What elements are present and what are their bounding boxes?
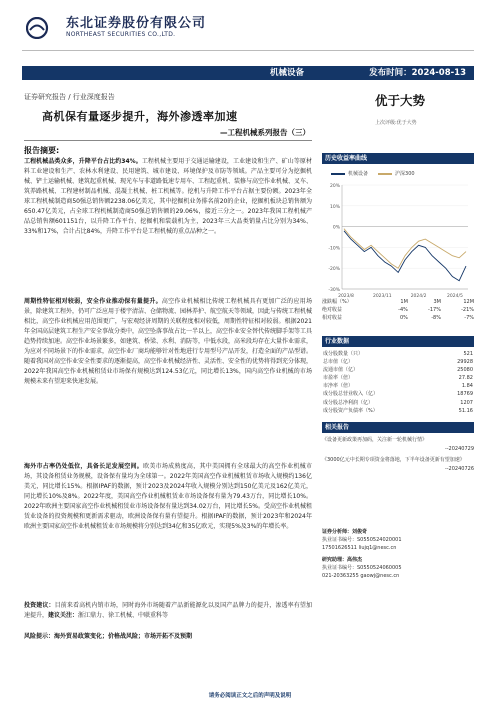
perf-cell: 0% (399, 315, 408, 321)
publish-date: 发布时间：2024-08-13 (369, 68, 466, 78)
industry-data-heading: 行业数据 (322, 336, 474, 347)
paragraph-lead: 投资建议： (24, 602, 55, 609)
paragraph-lead-2: 海外贸易政策变化；价格战风险；市场开拓不及预期 (54, 633, 193, 640)
industry-data-value: 25080 (457, 367, 473, 374)
perf-header-cell: 12M (463, 299, 475, 305)
paragraph-body: 目前来看高机内销市场，同时海外市场随着产品新能源化以及国产品牌力的提升，渗透率有望加速提升， (24, 602, 312, 619)
related-report-link[interactable]: 《3000亿元中长期专项资金将落地，下半年设备更新有望加速》 (322, 457, 465, 463)
perf-cell: 相对收益 (322, 315, 343, 321)
category-banner (22, 66, 474, 80)
paragraph-product-mix (24, 157, 312, 237)
perf-row-relative (322, 314, 474, 322)
analyst-panel (322, 528, 474, 580)
perf-cell: 绝对收益 (322, 307, 343, 313)
paragraph-body: 欧美市场成熟度高，其中美国拥有全球最大的高空作业机械市场，其设备租赁业务规模，设备保有量均为全球第一。2022年美国高空作业机械租赁市场收入规模约136亿美元，同比增长15%。根据IPAF的数据，预计2023及2024年收入规模分别达到150亿美元及162亿美元，同比增长10%及8%。2022年度，美国高空作业机械租赁业市场设备保有量为79.43万台，同比增长10%。2022年欧洲主要国家高空作业机械租赁业市场设备保有量达到34.02万台，同比增长5%。受高空作业机械租赁业设备的投资规模和更新需求驱动，欧洲设备保有量有望提升。根据IPAF的数据，预计2023年和2024年欧洲主要国家高空作业机械租赁业市场规模将分别达到34亿和35亿欧元，实现5%及3%的年增长率。 (24, 463, 312, 530)
perf-cell: -8% (431, 315, 441, 321)
analyst-contact: 17501626511 liujq1@nesc.cn (322, 545, 397, 551)
paragraph-cyclicality (24, 297, 312, 387)
y-tick-label: 10% (329, 204, 340, 210)
industry-data-row (322, 390, 474, 398)
chart-legend (322, 170, 474, 177)
paragraph-body-2: 浙江鼎力、徐工机械、中联重科等 (78, 612, 169, 619)
sidebar-chart-panel (322, 153, 474, 309)
x-tick-label: 2023/11 (372, 294, 392, 299)
perf-header-cell: 1M (400, 299, 408, 305)
performance-table (322, 298, 474, 322)
related-report-date: --20240729 (444, 446, 474, 452)
paragraph-lead: 风险提示： (24, 633, 55, 640)
industry-data-row (322, 366, 474, 374)
perf-cell: -21% (461, 307, 475, 313)
analyst-license: 执业证书编号：S0550524060005 (322, 565, 402, 571)
industry-data-value: 1.84 (461, 383, 473, 390)
y-tick-label: -20% (328, 267, 340, 273)
report-title: 高机保有量逐步提升，海外渗透率加速 (42, 110, 238, 123)
legend-label-machinery: 机械设备 (348, 171, 369, 177)
industry-data-row (322, 374, 474, 382)
analyst-name: 高伟杰 (347, 557, 363, 563)
x-tick-label: 2024/5 (447, 294, 463, 299)
paragraph-lead: 周期性特征相对较弱，安全作业推动保有量提升。 (24, 298, 162, 305)
industry-data-label: 流通市值（亿） (323, 367, 359, 374)
title-divider (24, 140, 312, 141)
analyst-license: 执业证书编号：S0550524020001 (322, 537, 402, 543)
chart-heading: 历史收益率曲线 (322, 153, 474, 164)
disclaimer-footer: 请务必阅读正文之后的声明及说明 (208, 693, 292, 699)
related-report-link[interactable]: 《设备更新政策再加码，关注新一轮机械行情》 (322, 437, 428, 443)
paragraph-lead-2: 建议关注： (48, 612, 79, 619)
paragraph-overseas (24, 462, 312, 532)
industry-data-row (322, 382, 474, 390)
perf-row-absolute (322, 306, 474, 314)
last-rating: 上次评级:优于大势 (375, 120, 417, 126)
industry-data-label: 总市值（亿） (323, 359, 354, 366)
paragraph-body: 工程机械主要用于交通运输建设，工业建设和生产、矿山等原材料工业建设和生产、农林水利建设、民用建筑、城市建设、环境保护及市防等领域。产品主要可分为挖掘机械、铲土运输机械、建筑起重机械、现光车与非道路低速专用车、工程起重机、装修与高空作业机械、叉车、筑养路机械、工程建材制品机械、混凝土机械、桩工机械等。挖机与升降工作平台占据主要份额。2023年全球工程机械制造商50强总销售额2238.06亿美元，其中挖掘机业务排名前20的企业，挖掘机板块总销售额为650.47亿美元，占全球工程机械制造商50强总销售额的29.06%，接近三分之一。2023年我国工程机械产品总销售额601151台，以升降工作平台、挖掘机和装载机为主，2023年三大品类销量占比分别为34%、33%和17%，合计占比84%，升降工作平台是工程机械的重点品种之一。 (24, 158, 313, 235)
industry-data-value: 18769 (457, 391, 473, 398)
logo-mark-icon (26, 17, 66, 39)
industry-data-row (322, 358, 474, 366)
x-tick-label: 2023/8 (338, 294, 354, 299)
paragraph-lead: 工程机械品类众多，升降平台占比约34%。 (24, 158, 142, 165)
y-tick-label: 20% (329, 184, 340, 189)
industry-data-value: 27.82 (458, 375, 473, 382)
industry-data-label: 市净率（倍） (323, 383, 354, 390)
summary-heading: 报告摘要: (24, 146, 60, 155)
analyst-entry (322, 528, 474, 552)
legend-swatch-csi300 (378, 173, 392, 175)
y-tick-label: -30% (328, 288, 340, 293)
industry-data-label: 成分股总净利润（亿） (323, 399, 374, 406)
company-name-cn: 东北证券股份有限公司 (66, 16, 207, 31)
industry-data-label: 成分股总营业收入（亿） (323, 391, 379, 398)
industry-data-label: 成分股数量（只） (323, 351, 364, 357)
analyst-entry (322, 556, 474, 580)
perf-header-cell: 3M (433, 299, 441, 305)
paragraph-investment (24, 601, 312, 621)
industry-data-row (322, 350, 474, 358)
industry-data-value: 1207 (460, 399, 473, 406)
y-tick-label: 0% (332, 225, 340, 231)
industry-data-value: 521 (463, 351, 473, 357)
analyst-role: 证券分析师： (322, 529, 353, 535)
industry-data-row (322, 399, 474, 407)
header-divider (22, 50, 474, 51)
perf-cell: -17% (428, 307, 441, 313)
legend-swatch-machinery (331, 173, 345, 175)
industry-data-label: 市盈率（倍） (323, 375, 354, 382)
report-type: 证券研究报告 / 行业深度报告 (24, 93, 115, 101)
related-report-date: --20240726 (444, 466, 474, 472)
related-reports-heading: 相关报告 (322, 422, 474, 433)
paragraph-body: 高空作业机械相比传统工程机械具有更加广泛的应用场景，除建筑工程外，仍可广泛应用于楼宇清洁、仓储物流、园林养护、航空航天等领域，因此与传统工程机械相比，高空作业机械应用范围更广，与宏观经济周期的关联程度相对较低，周期性特征相对较弱。根据2021年全国高层建筑工程生产安全事故分类中，高空坠落事故占比一半以上，高空作业安全替代传统脚手架等工具趋势持续加速。高空作业场景繁多，如建筑、桥梁、水利、消防等，中低水段，高米段均存在大量作业需求，为应对不同场景下的作业需求，高空作业厂商均能够针对性地进行专用型号产品开发，打造全面的产品型谱。随着我国对高空作业安全性要求的逐渐提高，高空作业机械经济性、灵活性、安全性的优势将得到充分体现，2022年我国高空作业机械租赁业市场保有规模达到124.53亿元，同比增长13%，国内高空作业机械的市场规模未来有望迎来快速发展。 (24, 298, 313, 385)
industry-data-panel (322, 336, 474, 415)
rating-badge: 优于大势 (374, 93, 425, 108)
company-name-en: NORTHEAST SECURITIES CO.,LTD. (66, 31, 176, 38)
analyst-role: 研究助理： (322, 557, 348, 563)
industry-data-label: 成分股资产负债率（%） (323, 407, 378, 414)
analyst-contact: 021-20363255 gaowj@nesc.cn (322, 573, 400, 579)
y-tick-label: -10% (328, 246, 340, 252)
report-series: —工程机械系列报告（三） (220, 128, 310, 137)
perf-header-cell: 涨跌幅（%） (322, 299, 352, 305)
industry-category: 机械设备 (269, 68, 304, 78)
perf-cell: -4% (398, 307, 408, 313)
return-curve-chart (322, 177, 474, 305)
paragraph-lead: 海外市占率仍处低位，具备长足发展空间。 (24, 463, 144, 470)
perf-cell: -7% (464, 315, 475, 321)
industry-data-row (322, 407, 474, 415)
series-line-csi300 (344, 229, 466, 269)
perf-header-row (322, 298, 474, 306)
related-reports-panel (322, 422, 474, 473)
industry-data-value: 51.16 (458, 407, 473, 414)
paragraph-risk (24, 632, 312, 642)
industry-data-value: 29928 (457, 359, 473, 366)
x-tick-label: 2024/2 (410, 294, 427, 299)
company-logo (26, 16, 206, 39)
analyst-name: 刘俊奇 (352, 529, 368, 535)
legend-label-csi300: 沪深300 (395, 171, 415, 177)
